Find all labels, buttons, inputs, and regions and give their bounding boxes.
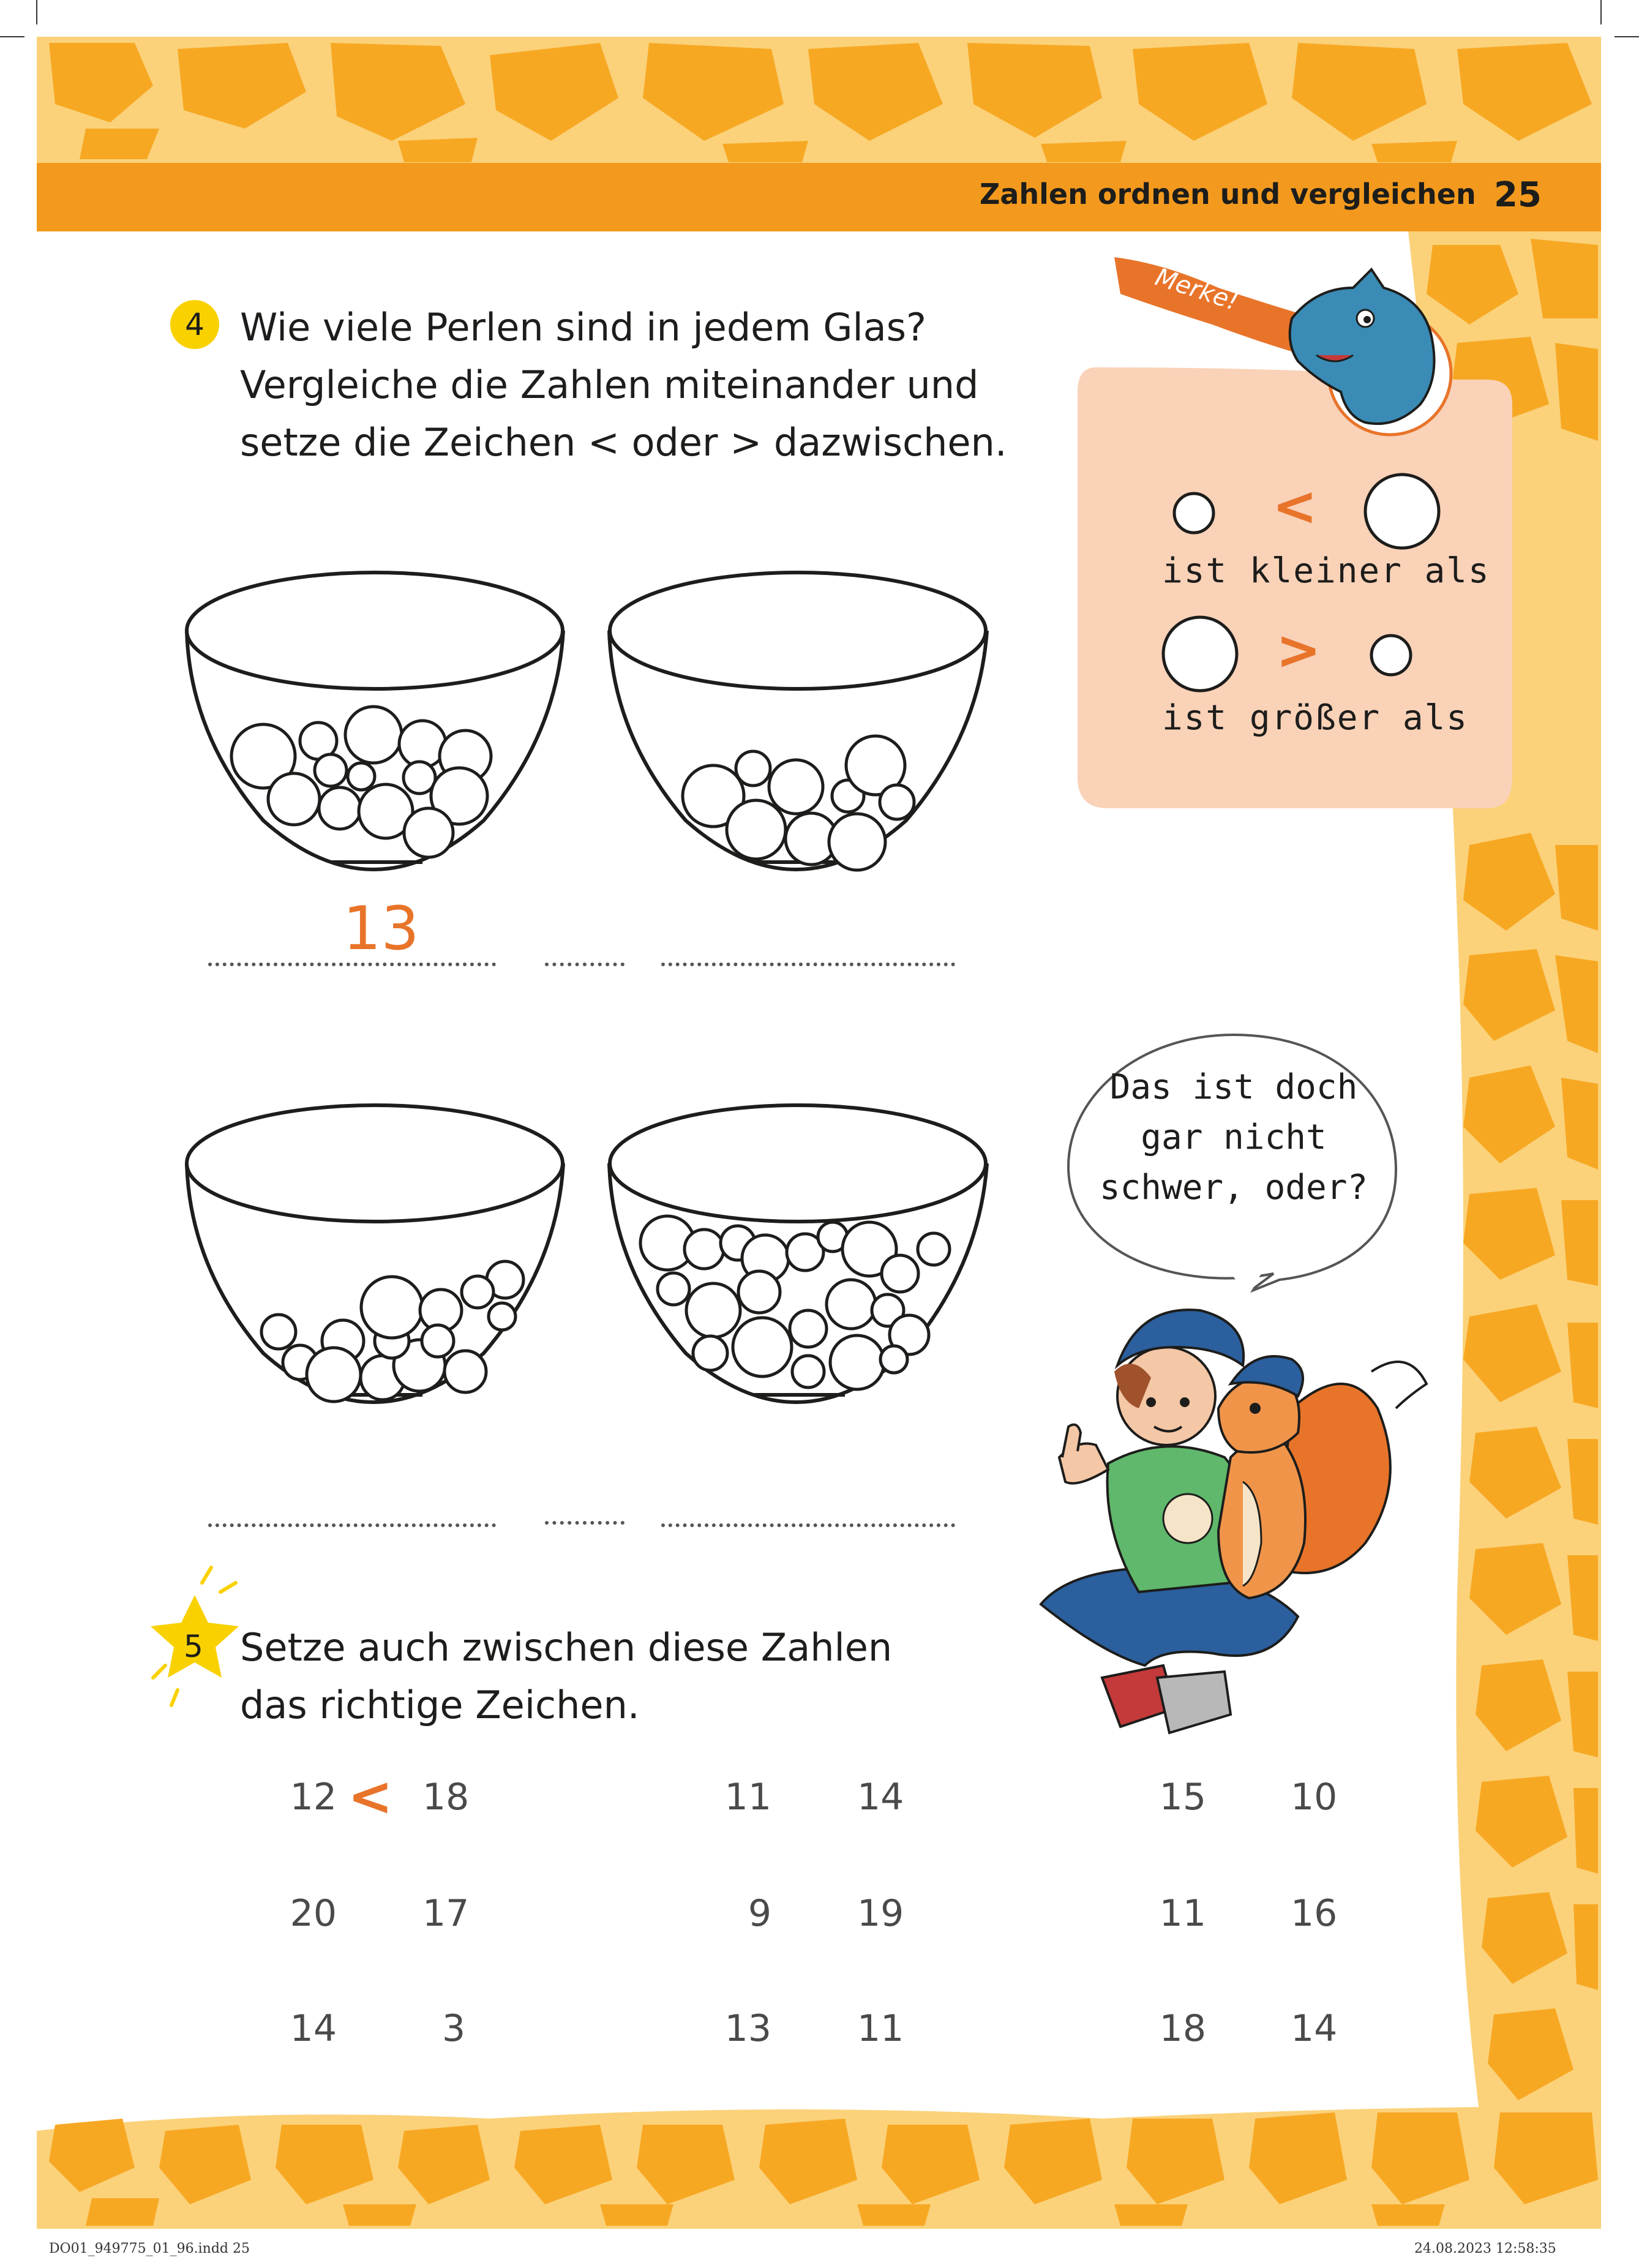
- pair-7-right: 3: [442, 2007, 466, 2050]
- task-4-line-2: Vergleiche die Zahlen miteinander und: [240, 362, 979, 407]
- pair-2-right: 14: [857, 1776, 904, 1819]
- pair-8-right: 11: [857, 2007, 904, 2050]
- pair-1-left: 12: [290, 1776, 337, 1819]
- merke-less-sign: <: [1272, 475, 1318, 538]
- task-5-line-1: Setze auch zwischen diese Zahlen: [240, 1625, 893, 1670]
- pair-1-right: 18: [422, 1776, 470, 1819]
- task-5-line-2: das richtige Zeichen.: [240, 1683, 640, 1727]
- task-5-instructions: [240, 1619, 892, 1734]
- footer-timestamp: 24.08.2023 12:58:35: [1414, 2241, 1556, 2256]
- task-4-badge: 4: [170, 300, 219, 349]
- pair-6-left: 11: [1159, 1892, 1206, 1935]
- footer-file-info: DO01_949775_01_96.indd 25: [49, 2241, 250, 2256]
- example-answer: 13: [343, 894, 419, 964]
- task-4-line-3: setze die Zeichen < oder > dazwischen.: [240, 420, 1007, 465]
- pair-3-left: 15: [1159, 1776, 1206, 1819]
- pair-7-left: 14: [290, 2007, 337, 2050]
- header-title: Zahlen ordnen und vergleichen: [980, 178, 1476, 211]
- pair-6-right: 16: [1291, 1892, 1338, 1935]
- task-5-badge: 5: [184, 1629, 203, 1664]
- merke-greater-sign: >: [1276, 618, 1321, 682]
- bubble-line-1: Das ist doch: [1109, 1067, 1358, 1107]
- pair-9-right: 14: [1291, 2007, 1338, 2050]
- pair-1-sign[interactable]: <: [348, 1765, 393, 1828]
- pair-9-left: 18: [1159, 2007, 1206, 2050]
- bubble-line-3: schwer, oder?: [1099, 1168, 1368, 1207]
- merke-greater-label: ist größer als: [1162, 698, 1469, 738]
- pair-8-left: 13: [724, 2007, 771, 2050]
- pair-5-left: 9: [748, 1892, 771, 1935]
- page-number: 25: [1494, 175, 1542, 215]
- pair-3-right: 10: [1291, 1776, 1338, 1819]
- pair-2-left: 11: [724, 1776, 771, 1819]
- bubble-line-2: gar nicht: [1141, 1117, 1327, 1157]
- pair-4-left: 20: [290, 1892, 337, 1935]
- pair-5-right: 19: [857, 1892, 904, 1935]
- task-4-line-1: Wie viele Perlen sind in jedem Glas?: [240, 305, 926, 350]
- pair-4-right: 17: [422, 1892, 470, 1935]
- merke-badge: Merke!: [1152, 263, 1242, 317]
- merke-less-label: ist kleiner als: [1162, 551, 1490, 591]
